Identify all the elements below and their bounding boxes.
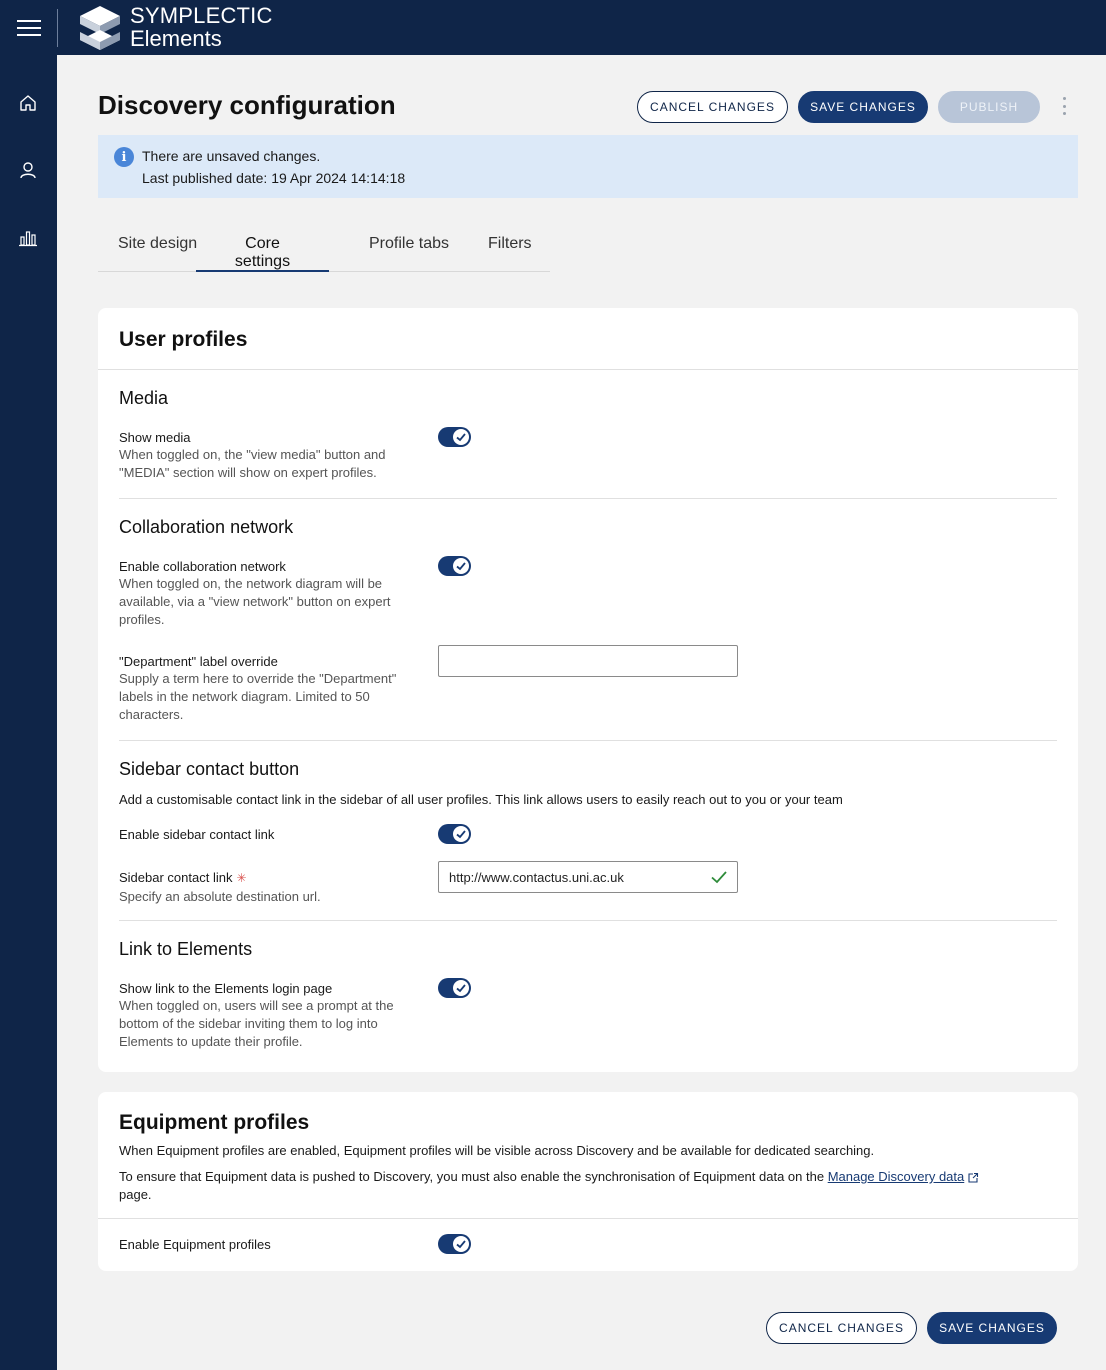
publish-button[interactable]: PUBLISH xyxy=(938,91,1040,123)
sidebar-contact-link-label-text: Sidebar contact link xyxy=(119,870,233,885)
equipment-profiles-title: Equipment profiles xyxy=(119,1111,310,1134)
enable-sidebar-contact-toggle[interactable] xyxy=(438,824,471,844)
save-changes-button[interactable]: SAVE CHANGES xyxy=(798,91,928,123)
tab-core-settings[interactable]: Core settings xyxy=(196,235,329,272)
sidebar-contact-description: Add a customisable contact link in the sidebar of all user profiles. This link allows users to easily reach out to you or your team xyxy=(119,792,843,807)
banner-published-date: Last published date: 19 Apr 2024 14:14:18 xyxy=(142,170,406,186)
brand-name xyxy=(130,5,273,50)
check-icon xyxy=(455,1238,467,1250)
symplectic-logo-icon xyxy=(78,4,122,52)
card-divider xyxy=(98,1218,1078,1219)
show-elements-link-label: Show link to the Elements login page xyxy=(119,981,333,996)
check-icon xyxy=(455,982,467,994)
home-icon xyxy=(17,92,39,114)
sidebar-contact-link-help: Specify an absolute destination url. xyxy=(119,889,321,904)
enable-equipment-profiles-toggle[interactable] xyxy=(438,1234,471,1254)
brand-line-1: SYMPLECTIC xyxy=(130,3,273,28)
hamburger-icon xyxy=(17,20,41,36)
card-divider xyxy=(98,369,1078,370)
chart-icon xyxy=(17,227,39,249)
user-icon xyxy=(17,159,39,181)
toggle-knob xyxy=(453,826,469,842)
enable-collab-help: When toggled on, the network diagram will be available, via a "view network" button on expert profiles. xyxy=(119,576,391,627)
valid-check-icon xyxy=(709,867,729,887)
equipment-description-2-end: page. xyxy=(119,1187,152,1202)
top-bar-divider xyxy=(57,9,58,47)
show-media-label: Show media xyxy=(119,430,191,445)
page-title: Discovery configuration xyxy=(98,90,396,120)
show-elements-link-help: When toggled on, users will see a prompt at the bottom of the sidebar inviting them to log into Elements to update their profile. xyxy=(119,998,394,1049)
check-icon xyxy=(455,828,467,840)
section-divider xyxy=(119,498,1057,499)
toggle-knob xyxy=(453,429,469,445)
top-bar xyxy=(0,0,1106,55)
menu-button[interactable] xyxy=(0,0,57,55)
info-icon: i xyxy=(114,147,134,167)
tab-site-design[interactable]: Site design xyxy=(118,235,198,252)
equipment-description-1: When Equipment profiles are enabled, Equipment profiles will be visible across Discovery and be available for dedicated searching. xyxy=(119,1143,875,1158)
enable-collab-toggle[interactable] xyxy=(438,556,471,576)
sidebar-contact-section-title: Sidebar contact button xyxy=(119,759,300,779)
kebab-dot xyxy=(1063,97,1066,100)
nav-reports[interactable] xyxy=(17,227,39,249)
toggle-knob xyxy=(453,558,469,574)
enable-sidebar-contact-label: Enable sidebar contact link xyxy=(119,827,275,842)
department-label-override-label: "Department" label override xyxy=(119,654,278,669)
equipment-profiles-card xyxy=(98,1092,1078,1271)
section-divider xyxy=(119,740,1057,741)
nav-home[interactable] xyxy=(17,92,39,114)
unsaved-changes-banner xyxy=(98,135,1078,198)
enable-equipment-profiles-label: Enable Equipment profiles xyxy=(119,1237,271,1252)
section-divider xyxy=(119,920,1057,921)
kebab-dot xyxy=(1063,105,1066,108)
cancel-changes-button[interactable]: CANCEL CHANGES xyxy=(637,91,788,123)
enable-collab-label: Enable collaboration network xyxy=(119,559,286,574)
required-indicator: ✳ xyxy=(236,871,247,885)
toggle-knob xyxy=(453,980,469,996)
sidebar-contact-link-input[interactable] xyxy=(438,861,738,893)
settings-tabs xyxy=(98,223,550,272)
link-to-elements-section-title: Link to Elements xyxy=(119,939,253,959)
equipment-description-2-text: To ensure that Equipment data is pushed to Discovery, you must also enable the synchronisation of Equipment data on the xyxy=(119,1169,828,1184)
media-section-title: Media xyxy=(119,388,169,408)
footer-save-changes-button[interactable]: SAVE CHANGES xyxy=(927,1312,1057,1344)
check-icon xyxy=(455,560,467,572)
department-label-override-input[interactable] xyxy=(438,645,738,677)
kebab-dot xyxy=(1063,112,1066,115)
show-elements-link-toggle[interactable] xyxy=(438,978,471,998)
equipment-description-2 xyxy=(119,1168,1039,1204)
user-profiles-card xyxy=(98,308,1078,1072)
collab-section-title: Collaboration network xyxy=(119,517,294,537)
toggle-knob xyxy=(453,1236,469,1252)
check-icon xyxy=(455,431,467,443)
external-link-icon xyxy=(967,1172,979,1184)
brand-logo[interactable] xyxy=(78,4,273,52)
show-media-toggle[interactable] xyxy=(438,427,471,447)
nav-profile[interactable] xyxy=(17,159,39,181)
footer-cancel-changes-button[interactable]: CANCEL CHANGES xyxy=(766,1312,917,1344)
department-label-override-help: Supply a term here to override the "Department" labels in the network diagram. Limited to 50 characters. xyxy=(119,671,397,722)
banner-unsaved-text: There are unsaved changes. xyxy=(142,148,321,164)
tab-filters[interactable]: Filters xyxy=(488,235,532,252)
user-profiles-title: User profiles xyxy=(119,328,248,351)
left-nav xyxy=(0,55,57,1370)
sidebar-contact-link-label xyxy=(119,870,247,885)
brand-line-2: Elements xyxy=(130,26,222,51)
main-content xyxy=(57,55,1106,1370)
more-options-button[interactable] xyxy=(1057,97,1071,115)
tab-profile-tabs[interactable]: Profile tabs xyxy=(369,235,450,252)
show-media-help: When toggled on, the "view media" button and "MEDIA" section will show on expert profiles. xyxy=(119,447,386,480)
manage-discovery-data-link[interactable]: Manage Discovery data xyxy=(827,1169,965,1184)
